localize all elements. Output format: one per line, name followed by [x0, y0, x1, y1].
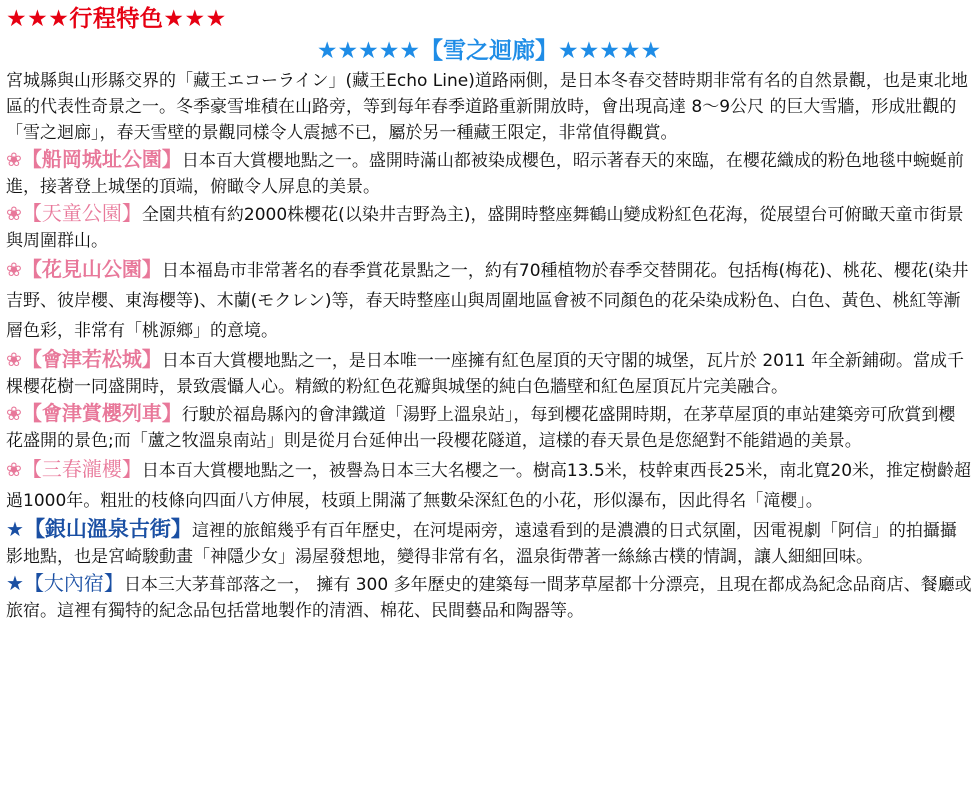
item-description: 日本百大賞櫻地點之一，是日本唯一一座擁有紅色屋頂的天守閣的城堡，瓦片於 2011 年全新鋪砌。當成千棵櫻花樹一同盛開時，景致震懾人心。精緻的粉紅色花瓣與城堡的純白色牆壁和紅色屋頂瓦片完美融合。 — [6, 351, 964, 397]
star-icon: ★ — [6, 571, 24, 595]
item-description: 全園共植有約2000株櫻花(以染井吉野為主)，盛開時整座舞鶴山變成粉紅色花海，從展望台可俯瞰天童市街景與周圍群山。 — [6, 205, 964, 251]
list-item-aizu-wakamatsu-castle — [6, 346, 972, 400]
item-description: 這裡的旅館幾乎有百年歷史，在河堤兩旁，遠遠看到的是濃濃的日式氛圍，因電視劇「阿信」的拍攝攝影地點，也是宮崎駿動畫「神隱少女」湯屋發想地，變得非常有名，溫泉街帶著一絲絲古樸的情調，讓人細細回味。 — [6, 521, 957, 567]
item-title: 【銀山溫泉古街】 — [23, 517, 192, 541]
sakura-flower-icon: ❀ — [6, 349, 22, 371]
list-item-aizu-sakura-train — [6, 400, 972, 454]
item-title: 【天童公園】 — [21, 201, 142, 225]
list-item-tendo-park — [6, 200, 972, 254]
sakura-flower-icon: ❀ — [6, 259, 22, 281]
item-title: 【三春瀧櫻】 — [21, 457, 142, 481]
item-title: 【船岡城址公園】 — [21, 147, 182, 171]
list-item-ginzan-onsen — [6, 516, 972, 570]
item-description: 日本百大賞櫻地點之一。盛開時滿山都被染成櫻色，昭示著春天的來臨，在櫻花織成的粉色地毯中蜿蜒前進，接著登上城堡的頂端，俯瞰令人屏息的美景。 — [6, 151, 964, 197]
features-heading: ★★★行程特色★★★ — [6, 6, 227, 32]
item-title: 【大內宿】 — [23, 571, 124, 595]
list-item-hanamiyama-park — [6, 254, 972, 346]
sakura-flower-icon: ❀ — [6, 403, 22, 425]
item-title: 【會津若松城】 — [21, 347, 162, 371]
item-description: 日本三大茅葺部落之一， 擁有 300 多年歷史的建築每一間茅草屋都十分漂亮，且現在都成為紀念品商店、餐廳或旅宿。這裡有獨特的紀念品包括當地製作的清酒、棉花、民間藝品和陶器等。 — [6, 575, 972, 621]
item-description: 行駛於福島縣內的會津鐵道「湯野上溫泉站」，每到櫻花盛開時期，在茅草屋頂的車站建築旁可欣賞到櫻花盛開的景色;而「蘆之牧溫泉南站」則是從月台延伸出一段櫻花隧道，這樣的春天景色是您絕對不能錯過的美景。 — [6, 405, 956, 451]
snow-corridor-description: 宮城縣與山形縣交界的「藏王エコーライン」(藏王Echo Line)道路兩側，是日本冬春交替時期非常有名的自然景觀，也是東北地區的代表性奇景之一。冬季豪雪堆積在山路旁，等到每年春季道路重新開放時，會出現高達 8～9公尺 的巨大雪牆，形成壯觀的「雪之迴廊」，春天雪壁的景觀同樣令人震撼不已，屬於另一種藏王限定，非常值得觀賞。 — [6, 71, 968, 143]
item-description: 日本百大賞櫻地點之一，被譽為日本三大名櫻之一。樹高13.5米，枝幹東西長25米，南北寬20米，推定樹齡超過1000年。粗壯的枝條向四面八方伸展，枝頭上開滿了無數朵深紅色的小花，形似瀑布，因此得名「滝櫻」。 — [6, 461, 972, 511]
list-item-ouchi-juku — [6, 570, 972, 624]
sakura-flower-icon: ❀ — [6, 459, 22, 481]
list-item-funaoka-castle — [6, 146, 972, 200]
list-item-miharu-takizakura — [6, 454, 972, 516]
sakura-flower-icon: ❀ — [6, 149, 22, 171]
star-icon: ★ — [6, 517, 24, 541]
item-title: 【花見山公園】 — [21, 257, 162, 281]
item-description: 日本福島市非常著名的春季賞花景點之一，約有70種植物於春季交替開花。包括梅(梅花)、桃花、櫻花(染井吉野、彼岸櫻、東海櫻等)、木蘭(モクレン)等，春天時整座山與周圍地區會被不同顏色的花朵染成粉色、白色、黃色、桃紅等漸層色彩，非常有「桃源鄉」的意境。 — [6, 261, 969, 341]
sakura-flower-icon: ❀ — [6, 203, 22, 225]
snow-corridor-heading: ★★★★★【雪之迴廊】★★★★★ — [316, 38, 662, 64]
item-title: 【會津賞櫻列車】 — [21, 401, 182, 425]
